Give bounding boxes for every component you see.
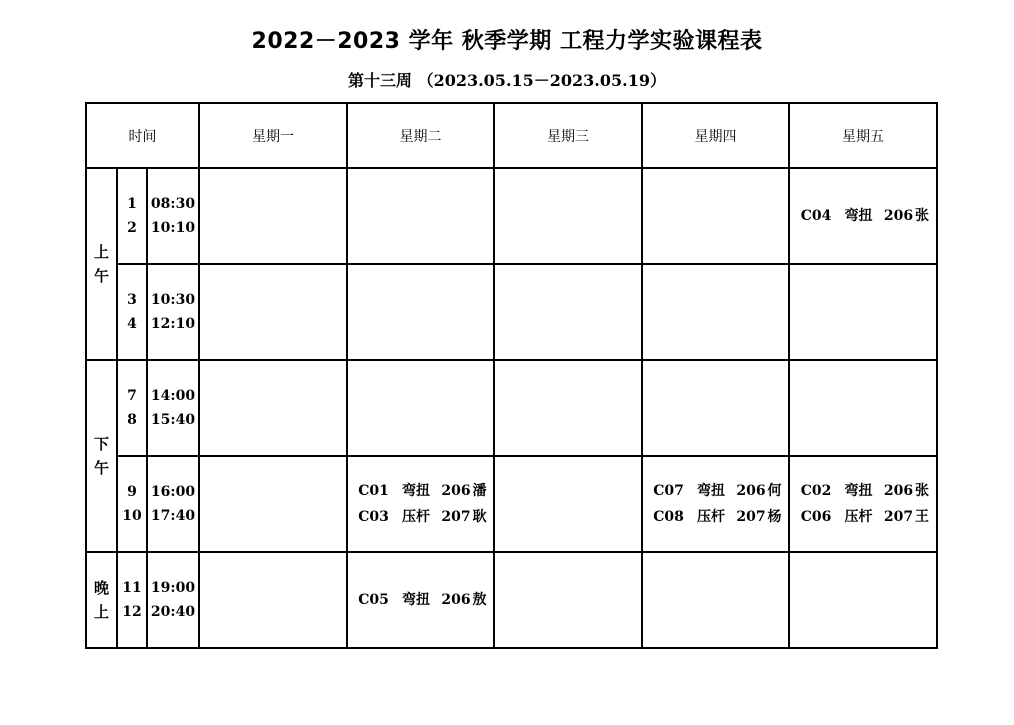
schedule-cell [347, 552, 494, 648]
course-teacher: 王 [915, 509, 929, 525]
day-header-wed: 星期三 [494, 103, 642, 168]
slot-time: 14:00 [150, 388, 196, 404]
schedule-cell [199, 264, 347, 360]
slot-times [147, 264, 199, 360]
slot-numbers [117, 360, 147, 456]
schedule-cell [789, 264, 937, 360]
course-room: 207 [736, 509, 766, 525]
course-entry [790, 478, 936, 504]
slot-number: 1 [127, 196, 137, 212]
schedule-cell [347, 360, 494, 456]
period-char: 午 [93, 267, 109, 285]
course-code: C06 [800, 509, 832, 525]
schedule-cell [494, 264, 642, 360]
course-entry [643, 504, 788, 530]
schedule-cell [199, 360, 347, 456]
course-room: 206 [883, 483, 914, 499]
table-row [86, 360, 937, 456]
schedule-cell [494, 456, 642, 552]
course-teacher: 张 [915, 208, 929, 224]
schedule-cell [494, 360, 642, 456]
course-room: 207 [441, 509, 471, 525]
slot-time: 12:10 [150, 316, 196, 332]
course-code: C07 [653, 483, 684, 499]
slot-numbers [117, 456, 147, 552]
slot-time: 17:40 [150, 508, 196, 524]
slot-number: 7 [127, 388, 137, 404]
schedule-cell [789, 168, 937, 264]
course-room: 206 [883, 208, 914, 224]
course-entry [643, 478, 788, 504]
period-char: 上 [93, 603, 109, 621]
period-label-evening [86, 552, 117, 648]
schedule-cell [789, 456, 937, 552]
schedule-cell [642, 456, 789, 552]
slot-time: 15:40 [150, 412, 196, 428]
period-char: 上 [93, 243, 109, 261]
slot-number: 9 [127, 484, 137, 500]
period-char: 午 [93, 459, 109, 477]
page-title: 2022－2023 学年 秋季学期 工程力学实验课程表 [251, 29, 763, 54]
schedule-cell [642, 264, 789, 360]
period-char: 晚 [93, 579, 109, 597]
slot-times [147, 168, 199, 264]
schedule-cell [199, 552, 347, 648]
course-entry [790, 203, 936, 229]
course-room: 207 [883, 509, 914, 525]
course-teacher: 潘 [472, 483, 487, 499]
period-label-afternoon [86, 360, 117, 552]
slot-number: 10 [122, 508, 142, 524]
slot-times [147, 360, 199, 456]
course-exp: 弯扭 [844, 483, 873, 499]
schedule-table [85, 102, 938, 649]
table-row [86, 456, 937, 552]
slot-times [147, 456, 199, 552]
course-exp: 压杆 [697, 509, 725, 525]
table-row [86, 168, 937, 264]
slot-number: 2 [127, 220, 137, 236]
course-exp: 压杆 [402, 509, 430, 525]
course-entry [348, 504, 493, 530]
course-room: 206 [736, 483, 766, 499]
course-room: 206 [441, 592, 471, 608]
course-teacher: 耿 [472, 509, 487, 525]
slot-time: 08:30 [150, 196, 196, 212]
slot-number: 11 [122, 580, 142, 596]
slot-time: 16:00 [150, 484, 196, 500]
slot-time: 10:10 [150, 220, 196, 236]
schedule-cell [347, 264, 494, 360]
course-code: C04 [800, 208, 832, 224]
course-code: C05 [358, 592, 389, 608]
schedule-cell [347, 456, 494, 552]
schedule-cell [494, 168, 642, 264]
slot-numbers [117, 264, 147, 360]
course-teacher: 敖 [472, 592, 487, 608]
slot-number: 4 [127, 316, 137, 332]
course-exp: 弯扭 [402, 483, 430, 499]
course-room: 206 [441, 483, 471, 499]
slot-time: 20:40 [150, 604, 196, 620]
course-exp: 弯扭 [844, 208, 873, 224]
page-subtitle: 第十三周 （2023.05.15－2023.05.19） [348, 71, 666, 90]
day-header-mon: 星期一 [199, 103, 347, 168]
slot-number: 12 [122, 604, 142, 620]
course-entry [790, 504, 936, 530]
course-teacher: 何 [767, 483, 782, 499]
slot-time: 19:00 [150, 580, 196, 596]
course-teacher: 张 [915, 483, 929, 499]
slot-time: 10:30 [150, 292, 196, 308]
slot-number: 3 [127, 292, 137, 308]
course-code: C02 [800, 483, 832, 499]
slot-times [147, 552, 199, 648]
course-exp: 弯扭 [697, 483, 725, 499]
course-code: C08 [653, 509, 684, 525]
header-row [86, 103, 937, 168]
schedule-cell [642, 552, 789, 648]
schedule-cell [789, 552, 937, 648]
time-header: 时间 [86, 103, 199, 168]
course-entry [348, 478, 493, 504]
schedule-cell [347, 168, 494, 264]
table-row [86, 552, 937, 648]
day-header-fri: 星期五 [789, 103, 937, 168]
schedule-cell [642, 360, 789, 456]
course-code: C01 [358, 483, 389, 499]
period-label-morning [86, 168, 117, 360]
course-exp: 压杆 [844, 509, 873, 525]
schedule-cell [789, 360, 937, 456]
day-header-thu: 星期四 [642, 103, 789, 168]
course-code: C03 [358, 509, 389, 525]
period-char: 下 [93, 435, 109, 453]
schedule-cell [199, 456, 347, 552]
slot-number: 8 [127, 412, 137, 428]
course-exp: 弯扭 [402, 592, 430, 608]
schedule-cell [642, 168, 789, 264]
schedule-cell [494, 552, 642, 648]
slot-numbers [117, 552, 147, 648]
day-header-tue: 星期二 [347, 103, 494, 168]
slot-numbers [117, 168, 147, 264]
table-row [86, 264, 937, 360]
course-entry [348, 587, 493, 613]
course-teacher: 杨 [767, 509, 782, 525]
schedule-cell [199, 168, 347, 264]
